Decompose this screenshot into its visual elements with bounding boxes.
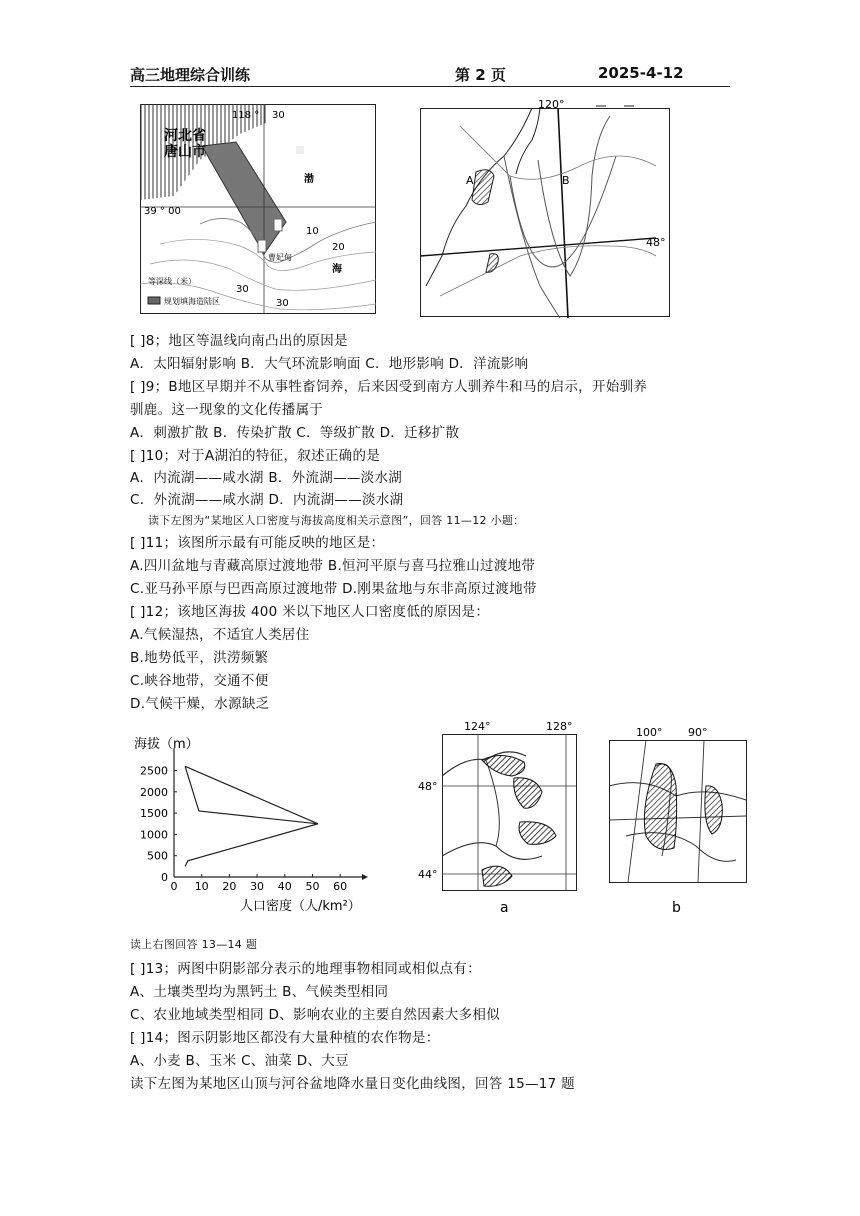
lon-min-label: 30 (272, 110, 285, 121)
chart-y-tick-label: 0 (161, 871, 168, 884)
port-label: 曹妃甸 (268, 253, 292, 262)
q9-stem-cont: 驯鹿。这一现象的文化传播属于 (130, 402, 324, 418)
header-title: 高三地理综合训练 (130, 66, 251, 84)
q13-stem: [ ]13；两图中阴影部分表示的地理事物相同或相似点有： (130, 961, 481, 977)
contour-label-20: 20 (332, 242, 345, 253)
chart-series-line (185, 766, 318, 824)
lon-label: 118 ° (232, 110, 260, 121)
label-b: B (562, 174, 570, 187)
q12-option-d: D.气候干燥，水源缺乏 (130, 696, 270, 712)
intro-11-12: 读下左图为“某地区人口密度与海拔高度相关示意图”，回答 11—12 小题： (148, 514, 525, 527)
q11-stem: [ ]11；该图所示最有可能反映的地区是： (130, 535, 385, 551)
province-label: 河北省 (164, 128, 206, 144)
chart-x-tick-label: 60 (333, 880, 348, 893)
chart-y-tick-label: 2000 (140, 785, 168, 799)
q11-options-2: C.亚马孙平原与巴西高原过渡地带 D.刚果盆地与东非高原过渡地带 (130, 581, 537, 597)
q14-stem: [ ]14；图示阴影地区都没有大量种植的农作物是： (130, 1030, 440, 1046)
q13-options-1: A、土壤类型均为黑钙土 B、气候类型相同 (130, 984, 389, 1000)
q8-options: A．太阳辐射影响 B．大气环流影响面 C．地形影响 D．洋流影响 (130, 356, 529, 372)
sea-label-2: 海 (332, 264, 342, 275)
q13-options-2: C、农业地域类型相同 D、影响农业的主要自然因素大多相似 (130, 1007, 501, 1023)
chart-x-tick-label: 10 (194, 880, 209, 893)
q12-option-c: C.峡谷地带，交通不便 (130, 673, 269, 689)
q10-stem: [ ]10；对于A湖泊的特征，叙述正确的是 (130, 448, 381, 464)
legend-reclamation: 规划填海造陆区 (164, 297, 220, 306)
q12-option-a: A.气候湿热，不适宜人类居住 (130, 627, 310, 643)
q12-option-b: B.地势低平，洪涝频繁 (130, 650, 269, 666)
chart-x-tick-label: 40 (277, 880, 292, 893)
map-a-lat1: 48° (418, 780, 438, 793)
map2-lat: 48° (646, 236, 666, 249)
chart-y-tick-label: 2500 (140, 764, 168, 778)
map-a-caption: a (500, 900, 509, 916)
map2-lon: 120° (538, 98, 565, 111)
contour-label-30b: 30 (276, 298, 289, 309)
altitude-density-chart (128, 730, 368, 915)
q11-options-1: A.四川盆地与青藏高原过渡地带 B.恒河平原与喜马拉雅山过渡地带 (130, 558, 536, 574)
label-a: A (466, 174, 474, 187)
chart-x-tick-label: 30 (250, 880, 265, 893)
map-b (606, 716, 750, 916)
chart-y-tick-label: 1500 (140, 807, 168, 821)
map-a-lon2: 128° (546, 720, 573, 733)
contour-label-10: 10 (306, 226, 319, 237)
city-label: 唐山市 (164, 144, 206, 160)
map-b-caption: b (672, 900, 681, 916)
q12-stem: [ ]12；该地区海拔 400 米以下地区人口密度低的原因是： (130, 604, 490, 620)
intro-13-14: 读上右图回答 13—14 题 (130, 938, 258, 951)
q9-options: A．刺激扩散 B．传染扩散 C．等级扩散 D．迁移扩散 (130, 425, 460, 441)
q8-stem: [ ]8；地区等温线向南凸出的原因是 (130, 333, 348, 349)
chart-lower-branch (185, 824, 318, 867)
header-page: 第 2 页 (455, 66, 506, 84)
chart-x-arrow (362, 874, 368, 880)
map-a-lon1: 124° (464, 720, 491, 733)
map-b-lon1: 100° (636, 726, 663, 739)
map-a (416, 716, 590, 916)
chart-x-tick-label: 20 (222, 880, 237, 893)
chart-x-tick-label: 50 (305, 880, 320, 893)
q10-options-1: A．内流湖——咸水湖 B．外流湖——淡水湖 (130, 470, 403, 486)
header-date: 2025-4-12 (598, 64, 684, 82)
chart-x-tick-label: 0 (170, 880, 178, 893)
page-header (130, 62, 730, 87)
legend-contour: 等深线（米） (148, 277, 196, 286)
intro-15-17: 读下左图为某地区山顶与河谷盆地降水量日变化曲线图，回答 15—17 题 (130, 1076, 575, 1092)
lat-label: 39 ° 00 (144, 206, 181, 217)
chart-y-tick-label: 500 (147, 849, 168, 863)
q9-stem: [ ]9；B地区早期并不从事牲畜饲养，后来因受到南方人驯养牛和马的启示，开始驯养 (130, 379, 648, 395)
q14-options: A、小麦 B、玉米 C、油菜 D、大豆 (130, 1053, 349, 1069)
contour-label-30a: 30 (236, 284, 249, 295)
map-isotherm (420, 96, 670, 318)
chart-xlabel: 人口密度（人/km²） (240, 899, 361, 914)
chart-ylabel: 海拔（m） (134, 737, 199, 752)
map-b-lon2: 90° (688, 726, 708, 739)
q10-options-2: C．外流湖——咸水湖 D．内流湖——淡水湖 (130, 492, 404, 508)
chart-y-tick-label: 1000 (140, 828, 168, 842)
sea-label-1: 渤 (304, 174, 314, 185)
map-caofeidian (140, 104, 376, 314)
map-a-lat2: 44° (418, 868, 438, 881)
